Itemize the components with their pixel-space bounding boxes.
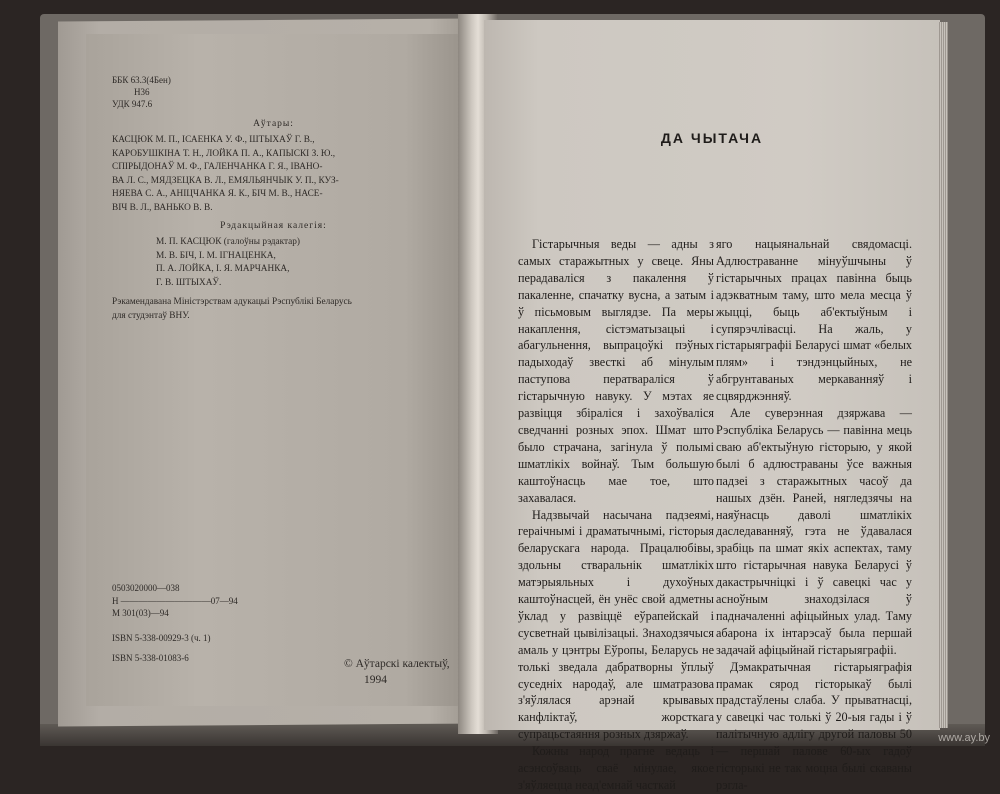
paragraph: Але суверэнная дзяржава — Рэспубліка Беларусь — павінна мець сваю аб'ектыўную гісторыю, у якой былі б адлюстраваны ўсе важныя падзеі з старажытных часоў да нашых дзён. Раней, нягледзячы на наяўнасць даволі шматлікіх даследаванняў, гэта не ўдавалася зрабіць па шмат якіх аспектах, таму што гістарычная навука Беларусі ў дакастрычніцкі і ў савецкі час у асноўным знаходзілася ў падначаленні афіцыйных улад. Таму абарона іх інтарэсаў была першай задачай афіцыйнай гістарыяграфіі. <box>716 406 912 657</box>
authors-line: КАСЦЮК М. П., ІСАЕНКА У. Ф., ШТЫХАЎ Г. В., <box>112 135 315 145</box>
board-heading: Рэдакцыйная калегія: <box>220 221 327 231</box>
classification-line: ББК 63.3(4Бен) <box>112 75 171 85</box>
paragraph: Гістарычныя веды — адны з самых старажытных у свеце. Яны перадаваліся з пакалення ў пакаленне, спачатку вусна, а затым і ў пісьмовым выглядзе. Па меры накаплення, сістэматызацыі і абагульнення, выпрацоўкі пэўных падыходаў звесткі аб мінулым паступова ператвараліся ў гістарычную навуку. У мэтах яе развіцця збіраліся і захоўваліся сведчанні розных эпох. Шмат што было страчана, загінула ў полымі шматлікіх войнаў. Тым большую каштоўнасць мае тое, што захавалася. <box>518 237 714 505</box>
board-line: М. В. БІЧ, І. М. ІГНАЦЕНКА, <box>156 250 276 261</box>
code-line: Н ——————————07—94 <box>112 595 238 606</box>
board-list <box>156 236 300 290</box>
copyright-notice <box>344 656 450 688</box>
left-page <box>86 34 461 706</box>
authors-line: КАРОБУШКІНА Т. Н., ЛОЙКА П. А., КАПЫСКІ З. Ю., <box>112 148 336 159</box>
paragraph: яго нацыянальнай свядомасці. Адлюстраванне мінуўшчыны ў гістарычных працах павінна быць адэкватным таму, што мела месца ў жыцці, быць аб'ектыўным і супярэчлівасці. На жаль, у гістарыяграфіі Беларусі шмат «белых плям» і тэндэнцыйных, не абгрунтаваных меркаванняў і сцвярджэнняў. <box>716 237 912 404</box>
copyright-year: 1994 <box>364 674 387 686</box>
publication-codes <box>112 582 238 620</box>
board-line: М. П. КАСЦЮК (галоўны рэдактар) <box>156 237 301 247</box>
classification-line: Н36 <box>134 87 150 97</box>
code-line: 0503020000—038 <box>112 583 180 593</box>
page-edges <box>938 22 948 728</box>
paragraph: Дэмакратычная гістарыяграфія прамак сярод гісторыкаў былі прадстаўлены слаба. У прыватнасці, у савецкі час толькі ў 20-ыя гады і ў палітычную адлігу другой паловы 50 — першай палове 60-ых гадоў гісторыкі не так моцна былі скаваны рэгла- <box>716 659 912 792</box>
isbn-line: ISBN 5-338-00929-3 (ч. 1) <box>112 633 211 643</box>
authors-line: СПІРЫДОНАЎ М. Ф., ГАЛЕНЧАНКА Г. Я., ІВАНО- <box>112 162 323 172</box>
authors-heading: Аўтары: <box>253 119 294 129</box>
text-column-2 <box>716 236 912 794</box>
board-line: Г. В. ШТЫХАЎ. <box>156 277 222 288</box>
recommendation-line: Рэкамендавана Міністэрствам адукацыі Рэспублікі Беларусь <box>112 297 352 307</box>
code-line: М 301(03)—94 <box>112 608 169 618</box>
copyright-text: © Аўтарскі калектыў, <box>344 658 450 670</box>
paragraph: Кожны народ прагне ведаць і асэнсоўваць сваё мінулае, якое з'яўляецца неад'емнай часткай <box>518 744 714 792</box>
text-column-1 <box>518 236 714 794</box>
classification-line: УДК 947.6 <box>112 99 153 109</box>
classification-block <box>112 74 171 110</box>
authors-line: ВІЧ В. Л., ВАНЬКО В. В. <box>112 202 213 213</box>
authors-line: НЯЕВА С. А., АНІЦЧАНКА Я. К., БІЧ М. В., НАСЕ- <box>112 189 323 199</box>
page-title: ДА ЧЫТАЧА <box>660 130 764 146</box>
recommendation <box>112 296 352 323</box>
watermark: www.ay.by <box>938 732 990 744</box>
recommendation-line: для студэнтаў ВНУ. <box>112 310 190 321</box>
right-page <box>484 20 940 792</box>
paragraph: Надзвычай насычана падзеямі, гераічнымі і драматычнымі, гісторыя беларускага народа. Працалюбівы, здольны стваральнік шматлікіх матэрыяльных і духоўных каштоўнасцей, ён унёс свой адметны ўклад у развіццё еўрапейскай і сусветнай цывілізацыі. Знаходзячыся амаль у цэнтры Еўропы, Беларусь не толькі зведала дабратворны ўплыў суседніх народаў, але шматразова з'яўлялася арэнай крывавых канфліктаў, жорсткага супрацьстаяння розных дзяржаў. <box>518 507 714 742</box>
authors-line: ВА Л. С., МЯДЗЕЦКА В. Л., ЕМЯЛЬЯНЧЫК У. П., КУЗ- <box>112 175 339 186</box>
authors-list <box>112 134 339 215</box>
isbn-line: ISBN 5-338-01083-6 <box>112 653 189 663</box>
isbn-block <box>112 628 211 668</box>
board-line: П. А. ЛОЙКА, І. Я. МАРЧАНКА, <box>156 264 290 274</box>
